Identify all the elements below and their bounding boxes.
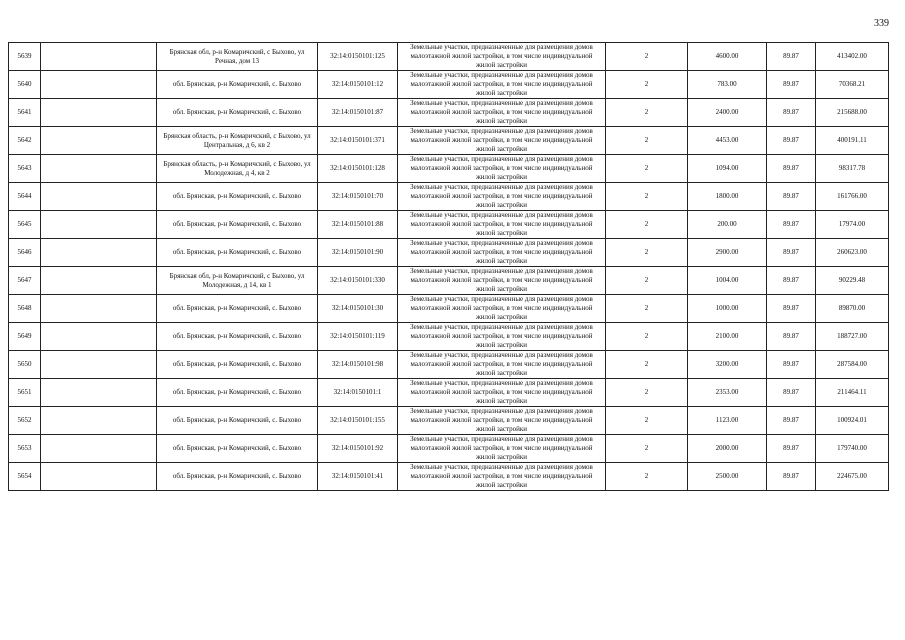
cadastral-value-cell: 90229.48: [816, 267, 889, 295]
page-number: 339: [874, 18, 889, 29]
empty-cell: [41, 351, 157, 379]
address-cell: обл. Брянская, р-н Комаричский, с. Быхово: [157, 407, 318, 435]
area-cell: 783.00: [688, 71, 767, 99]
table-row: [9, 127, 889, 155]
table-row: [9, 43, 889, 71]
land-use-cell: Земельные участки, предназначенные для размещения домов малоэтажной жилой застройки, в том числе индивидуальной жилой застройки: [398, 323, 606, 351]
land-use-cell: Земельные участки, предназначенные для размещения домов малоэтажной жилой застройки, в том числе индивидуальной жилой застройки: [398, 239, 606, 267]
category-cell: 2: [606, 407, 688, 435]
cadastral-number-cell: 32:14:0150101:98: [318, 351, 398, 379]
rate-cell: 89.87: [767, 43, 816, 71]
area-cell: 2353.00: [688, 379, 767, 407]
area-cell: 200.00: [688, 211, 767, 239]
area-cell: 2100.00: [688, 323, 767, 351]
area-cell: 3200.00: [688, 351, 767, 379]
land-use-cell: Земельные участки, предназначенные для размещения домов малоэтажной жилой застройки, в том числе индивидуальной жилой застройки: [398, 183, 606, 211]
empty-cell: [41, 463, 157, 491]
cadastral-number-cell: 32:14:0150101:1: [318, 379, 398, 407]
table-row: [9, 435, 889, 463]
address-cell: обл. Брянская, р-н Комаричский, с. Быхово: [157, 211, 318, 239]
cadastral-number-cell: 32:14:0150101:41: [318, 463, 398, 491]
table-row: [9, 295, 889, 323]
address-cell: обл. Брянская, р-н Комаричский, с. Быхово: [157, 183, 318, 211]
rate-cell: 89.87: [767, 435, 816, 463]
rate-cell: 89.87: [767, 463, 816, 491]
area-cell: 1800.00: [688, 183, 767, 211]
land-use-cell: Земельные участки, предназначенные для размещения домов малоэтажной жилой застройки, в том числе индивидуальной жилой застройки: [398, 43, 606, 71]
row-number-cell: 5645: [9, 211, 41, 239]
row-number-cell: 5653: [9, 435, 41, 463]
empty-cell: [41, 43, 157, 71]
cadastral-value-cell: 224675.00: [816, 463, 889, 491]
table-row: [9, 155, 889, 183]
area-cell: 2400.00: [688, 99, 767, 127]
land-use-cell: Земельные участки, предназначенные для размещения домов малоэтажной жилой застройки, в том числе индивидуальной жилой застройки: [398, 379, 606, 407]
row-number-cell: 5643: [9, 155, 41, 183]
category-cell: 2: [606, 71, 688, 99]
row-number-cell: 5652: [9, 407, 41, 435]
rate-cell: 89.87: [767, 183, 816, 211]
cadastral-number-cell: 32:14:0150101:90: [318, 239, 398, 267]
category-cell: 2: [606, 127, 688, 155]
rate-cell: 89.87: [767, 351, 816, 379]
cadastral-value-cell: 413402.00: [816, 43, 889, 71]
empty-cell: [41, 407, 157, 435]
rate-cell: 89.87: [767, 239, 816, 267]
row-number-cell: 5642: [9, 127, 41, 155]
rate-cell: 89.87: [767, 155, 816, 183]
land-use-cell: Земельные участки, предназначенные для размещения домов малоэтажной жилой застройки, в том числе индивидуальной жилой застройки: [398, 71, 606, 99]
rate-cell: 89.87: [767, 211, 816, 239]
row-number-cell: 5644: [9, 183, 41, 211]
table-row: [9, 99, 889, 127]
rate-cell: 89.87: [767, 379, 816, 407]
row-number-cell: 5648: [9, 295, 41, 323]
cadastral-value-cell: 211464.11: [816, 379, 889, 407]
land-use-cell: Земельные участки, предназначенные для размещения домов малоэтажной жилой застройки, в том числе индивидуальной жилой застройки: [398, 351, 606, 379]
area-cell: 2000.00: [688, 435, 767, 463]
address-cell: обл. Брянская, р-н Комаричский, с. Быхово: [157, 351, 318, 379]
address-cell: обл. Брянская, р-н Комаричский, с. Быхово: [157, 99, 318, 127]
rate-cell: 89.87: [767, 127, 816, 155]
category-cell: 2: [606, 323, 688, 351]
row-number-cell: 5639: [9, 43, 41, 71]
cadastral-number-cell: 32:14:0150101:92: [318, 435, 398, 463]
area-cell: 1123.00: [688, 407, 767, 435]
table-row: [9, 239, 889, 267]
category-cell: 2: [606, 351, 688, 379]
land-use-cell: Земельные участки, предназначенные для размещения домов малоэтажной жилой застройки, в том числе индивидуальной жилой застройки: [398, 99, 606, 127]
address-cell: Брянская область, р-н Комаричский, с Быхово, ул Центральная, д 6, кв 2: [157, 127, 318, 155]
area-cell: 1000.00: [688, 295, 767, 323]
cadastral-value-cell: 287584.00: [816, 351, 889, 379]
cadastral-number-cell: 32:14:0150101:119: [318, 323, 398, 351]
cadastral-value-cell: 98317.78: [816, 155, 889, 183]
land-use-cell: Земельные участки, предназначенные для размещения домов малоэтажной жилой застройки, в том числе индивидуальной жилой застройки: [398, 407, 606, 435]
cadastral-number-cell: 32:14:0150101:125: [318, 43, 398, 71]
empty-cell: [41, 211, 157, 239]
table-row: [9, 407, 889, 435]
address-cell: Брянская область, р-н Комаричский, с Быхово, ул Молодежная, д 4, кв 2: [157, 155, 318, 183]
address-cell: обл. Брянская, р-н Комаричский, с. Быхово: [157, 295, 318, 323]
category-cell: 2: [606, 155, 688, 183]
category-cell: 2: [606, 267, 688, 295]
table-row: [9, 71, 889, 99]
row-number-cell: 5640: [9, 71, 41, 99]
empty-cell: [41, 99, 157, 127]
address-cell: обл. Брянская, р-н Комаричский, с. Быхово: [157, 463, 318, 491]
cadastral-value-cell: 161766.00: [816, 183, 889, 211]
rate-cell: 89.87: [767, 71, 816, 99]
area-cell: 2500.00: [688, 463, 767, 491]
cadastral-number-cell: 32:14:0150101:12: [318, 71, 398, 99]
area-cell: 4600.00: [688, 43, 767, 71]
empty-cell: [41, 379, 157, 407]
area-cell: 4453.00: [688, 127, 767, 155]
rate-cell: 89.87: [767, 99, 816, 127]
land-use-cell: Земельные участки, предназначенные для размещения домов малоэтажной жилой застройки, в том числе индивидуальной жилой застройки: [398, 267, 606, 295]
category-cell: 2: [606, 239, 688, 267]
cadastral-value-cell: 100924.01: [816, 407, 889, 435]
row-number-cell: 5641: [9, 99, 41, 127]
empty-cell: [41, 183, 157, 211]
row-number-cell: 5647: [9, 267, 41, 295]
address-cell: обл. Брянская, р-н Комаричский, с. Быхово: [157, 323, 318, 351]
cadastral-number-cell: 32:14:0150101:155: [318, 407, 398, 435]
table-row: [9, 323, 889, 351]
empty-cell: [41, 435, 157, 463]
empty-cell: [41, 267, 157, 295]
cadastral-number-cell: 32:14:0150101:88: [318, 211, 398, 239]
address-cell: обл. Брянская, р-н Комаричский, с. Быхово: [157, 239, 318, 267]
table-row: [9, 379, 889, 407]
empty-cell: [41, 295, 157, 323]
address-cell: обл. Брянская, р-н Комаричский, с. Быхово: [157, 435, 318, 463]
table-row: [9, 267, 889, 295]
row-number-cell: 5649: [9, 323, 41, 351]
cadastral-value-cell: 89870.00: [816, 295, 889, 323]
cadastral-value-cell: 400191.11: [816, 127, 889, 155]
cadastral-number-cell: 32:14:0150101:128: [318, 155, 398, 183]
land-use-cell: Земельные участки, предназначенные для размещения домов малоэтажной жилой застройки, в том числе индивидуальной жилой застройки: [398, 435, 606, 463]
table-row: [9, 183, 889, 211]
area-cell: 1094.00: [688, 155, 767, 183]
cadastral-value-cell: 260623.00: [816, 239, 889, 267]
row-number-cell: 5651: [9, 379, 41, 407]
rate-cell: 89.87: [767, 407, 816, 435]
category-cell: 2: [606, 99, 688, 127]
category-cell: 2: [606, 183, 688, 211]
table-row: [9, 463, 889, 491]
address-cell: обл. Брянская, р-н Комаричский, с. Быхово: [157, 71, 318, 99]
empty-cell: [41, 323, 157, 351]
cadastral-value-cell: 188727.00: [816, 323, 889, 351]
category-cell: 2: [606, 295, 688, 323]
cadastral-number-cell: 32:14:0150101:87: [318, 99, 398, 127]
empty-cell: [41, 127, 157, 155]
land-register-table: [8, 42, 889, 491]
cadastral-value-cell: 215688.00: [816, 99, 889, 127]
cadastral-value-cell: 179740.00: [816, 435, 889, 463]
cadastral-value-cell: 70368.21: [816, 71, 889, 99]
table-row: [9, 351, 889, 379]
empty-cell: [41, 239, 157, 267]
row-number-cell: 5650: [9, 351, 41, 379]
cadastral-number-cell: 32:14:0150101:30: [318, 295, 398, 323]
row-number-cell: 5646: [9, 239, 41, 267]
empty-cell: [41, 155, 157, 183]
cadastral-value-cell: 17974.00: [816, 211, 889, 239]
rate-cell: 89.87: [767, 267, 816, 295]
category-cell: 2: [606, 435, 688, 463]
address-cell: Брянская обл, р-н Комаричский, с Быхово, ул Речная, дом 13: [157, 43, 318, 71]
category-cell: 2: [606, 43, 688, 71]
rate-cell: 89.87: [767, 323, 816, 351]
land-use-cell: Земельные участки, предназначенные для размещения домов малоэтажной жилой застройки, в том числе индивидуальной жилой застройки: [398, 127, 606, 155]
cadastral-number-cell: 32:14:0150101:371: [318, 127, 398, 155]
category-cell: 2: [606, 379, 688, 407]
land-use-cell: Земельные участки, предназначенные для размещения домов малоэтажной жилой застройки, в том числе индивидуальной жилой застройки: [398, 463, 606, 491]
table-row: [9, 211, 889, 239]
area-cell: 1004.00: [688, 267, 767, 295]
land-use-cell: Земельные участки, предназначенные для размещения домов малоэтажной жилой застройки, в том числе индивидуальной жилой застройки: [398, 155, 606, 183]
area-cell: 2900.00: [688, 239, 767, 267]
category-cell: 2: [606, 211, 688, 239]
cadastral-number-cell: 32:14:0150101:330: [318, 267, 398, 295]
empty-cell: [41, 71, 157, 99]
land-use-cell: Земельные участки, предназначенные для размещения домов малоэтажной жилой застройки, в том числе индивидуальной жилой застройки: [398, 295, 606, 323]
row-number-cell: 5654: [9, 463, 41, 491]
cadastral-number-cell: 32:14:0150101:70: [318, 183, 398, 211]
land-use-cell: Земельные участки, предназначенные для размещения домов малоэтажной жилой застройки, в том числе индивидуальной жилой застройки: [398, 211, 606, 239]
rate-cell: 89.87: [767, 295, 816, 323]
category-cell: 2: [606, 463, 688, 491]
address-cell: Брянская обл, р-н Комаричский, с Быхово, ул Молодежная, д 14, кв 1: [157, 267, 318, 295]
address-cell: обл. Брянская, р-н Комаричский, с. Быхово: [157, 379, 318, 407]
